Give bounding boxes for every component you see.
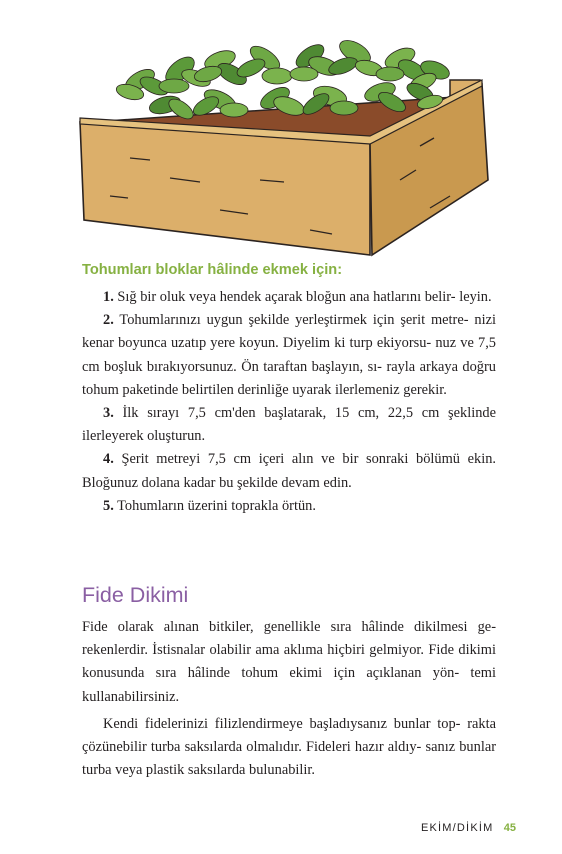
- paragraph-line: rekenlerdir. İstisnalar olabilir ama aklıma hiçbiri gelmiyor. Fide: [82, 642, 454, 659]
- step-text-line: ilerlemeniz gerekir.: [334, 381, 447, 398]
- list-item: [82, 495, 496, 518]
- step-text-line: İlk sırayı 7,5 cm'den başlatarak, 15 cm, 22,5 cm şeklinde: [122, 405, 496, 422]
- section-body: [82, 616, 496, 782]
- step-text-line: nuz ve 7,5 cm boşluk bırakıyorsunuz. Ön taraftan başlayın, sı-: [82, 335, 496, 375]
- step-text-line: Tohumların üzerini toprakla örtün.: [117, 497, 316, 514]
- step-text-line: leyin.: [459, 289, 492, 305]
- list-item: [82, 402, 496, 448]
- chapter-title: EKİM/DİKİM: [420, 822, 494, 834]
- paragraph: [82, 713, 496, 783]
- paragraph: [82, 616, 496, 709]
- step-text-line: Sığ bir oluk veya hendek açarak bloğun ana hatlarını belir-: [117, 289, 456, 305]
- garden-bed-illustration: [70, 30, 500, 262]
- step-text-line: ilerleyerek oluşturun.: [82, 428, 206, 445]
- step-number: 2.: [103, 312, 114, 329]
- sowing-steps-list: [82, 286, 496, 518]
- paragraph-line: dikimi konusunda sıra hâlinde tohum ekimi için açıklanan yön-: [82, 642, 496, 682]
- paragraph-line: sanız bunlar turba veya plastik saksılarda bulunabilir.: [82, 739, 496, 779]
- list-item: [82, 286, 496, 309]
- bed-front-board: [80, 122, 370, 255]
- list-item: [82, 309, 496, 402]
- paragraph-line: Kendi fidelerinizi filizlendirmeye başladıysanız bunlar top-: [103, 715, 461, 732]
- paragraph-line: rakta çözünebilir turba saksılarda olmalıdır. Fideleri hazır aldıy-: [82, 715, 496, 756]
- step-text-line: nizi kenar boyunca uzatıp yere koyun. Diyelim ki turp ekiyorsu-: [82, 312, 496, 352]
- step-text-line: rayla arkaya doğru tohum paketinde belirtilen derinliğe uyarak: [82, 358, 496, 398]
- section-title: Fide Dikimi: [82, 583, 189, 607]
- step-number: 5.: [103, 497, 114, 514]
- paragraph-line: Fide olarak alınan bitkiler, genellikle sıra hâlinde dikilmesi ge-: [82, 619, 496, 635]
- page-footer: [421, 822, 516, 834]
- page-number: 45: [503, 822, 516, 834]
- step-number: 3.: [103, 405, 114, 422]
- list-item: [82, 448, 496, 494]
- step-number: 1.: [103, 289, 114, 305]
- step-number: 4.: [103, 451, 114, 468]
- step-text-line: Tohumlarınızı uygun şekilde yerleştirmek için şerit metre-: [119, 312, 469, 329]
- paragraph-line: temi kullanabilirsiniz.: [82, 665, 496, 705]
- blocks-sowing-heading: Tohumları bloklar hâlinde ekmek için:: [82, 262, 343, 278]
- step-text-line: Bloğunuz dolana kadar bu şekilde devam edin.: [82, 474, 352, 491]
- step-text-line: Şerit metreyi 7,5 cm içeri alın ve bir sonraki bölümü ekin.: [121, 451, 496, 468]
- seedlings: [115, 36, 452, 123]
